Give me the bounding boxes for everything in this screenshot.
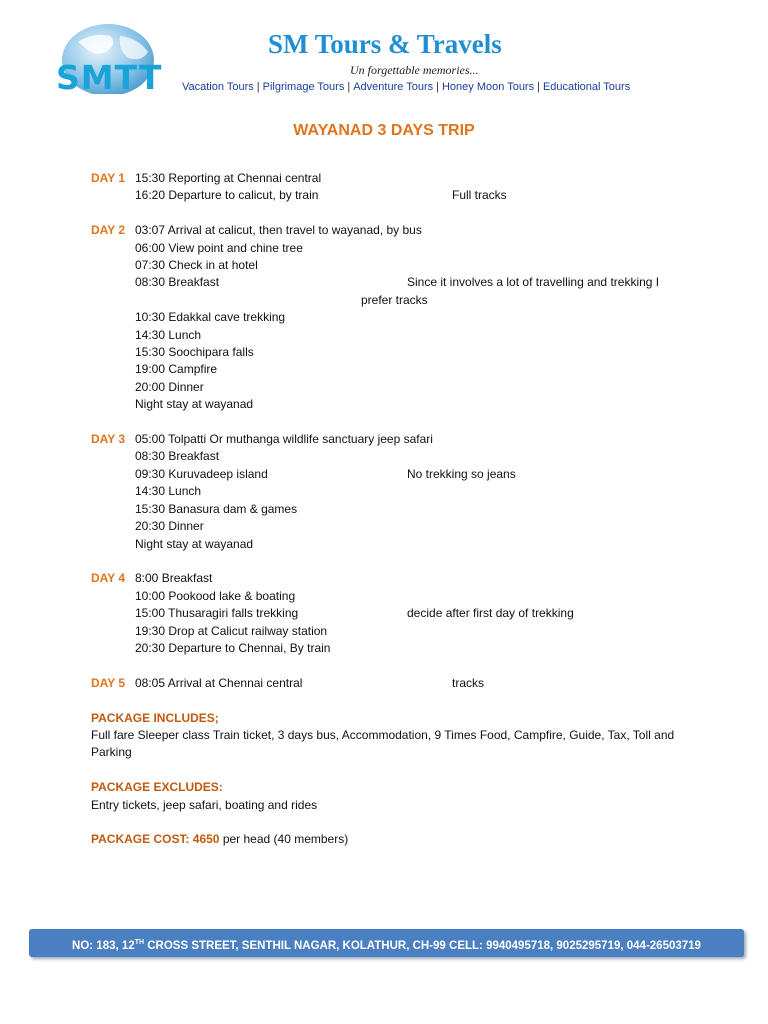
item-text: 10:00 Pookood lake & boating bbox=[135, 588, 296, 603]
itinerary-item bbox=[135, 379, 691, 396]
itinerary-item bbox=[135, 222, 691, 239]
separator: | bbox=[436, 81, 439, 93]
itinerary-item bbox=[135, 344, 691, 361]
package-excludes bbox=[91, 779, 691, 814]
itinerary-item bbox=[135, 466, 691, 483]
itinerary-item bbox=[135, 536, 691, 553]
package-cost-label: PACKAGE COST: 4650 bbox=[91, 832, 220, 847]
page-title: WAYANAD 3 DAYS TRIP bbox=[293, 122, 475, 139]
itinerary-item bbox=[135, 570, 691, 587]
package-cost bbox=[91, 831, 691, 848]
itinerary bbox=[91, 170, 691, 866]
package-excludes-text: Entry tickets, jeep safari, boating and rides bbox=[91, 797, 318, 812]
footer-address-part2: CROSS STREET, SENTHIL NAGAR, KOLATHUR, CH-99 CELL: 9940495718, 9025295719, 044-26503719 bbox=[144, 939, 701, 952]
item-note: Since it involves a lot of travelling and trekking I bbox=[407, 275, 660, 290]
itinerary-item bbox=[135, 309, 691, 326]
itinerary-item bbox=[135, 518, 691, 535]
itinerary-item bbox=[135, 448, 691, 465]
day-block bbox=[91, 170, 691, 205]
day-block bbox=[91, 431, 691, 553]
item-note-continuation bbox=[135, 292, 691, 309]
service-item: Vacation Tours bbox=[182, 81, 254, 93]
item-text: 14:30 Lunch bbox=[135, 327, 202, 342]
item-text: Night stay at wayanad bbox=[135, 397, 254, 412]
item-text: 06:00 View point and chine tree bbox=[135, 240, 303, 255]
service-item: Pilgrimage Tours bbox=[262, 81, 345, 93]
day-block bbox=[91, 675, 691, 692]
service-item: Educational Tours bbox=[542, 81, 631, 93]
day-block bbox=[91, 222, 691, 413]
item-text: 03:07 Arrival at calicut, then travel to wayanad, by bus bbox=[135, 223, 422, 238]
itinerary-item bbox=[135, 274, 691, 291]
package-cost-text: per head (40 members) bbox=[222, 832, 349, 847]
item-text: 10:30 Edakkal cave trekking bbox=[135, 310, 286, 325]
services-list bbox=[182, 81, 630, 93]
letterhead bbox=[0, 0, 768, 108]
item-note: No trekking so jeans bbox=[407, 466, 516, 481]
tagline: Un forgettable memories... bbox=[350, 63, 479, 77]
footer-address-bar bbox=[29, 929, 744, 957]
item-text: Night stay at wayanad bbox=[135, 536, 254, 551]
item-text: 20:00 Dinner bbox=[135, 379, 204, 394]
item-text: 15:30 Banasura dam & games bbox=[135, 501, 298, 516]
item-text: 15:30 Soochipara falls bbox=[135, 345, 254, 360]
itinerary-item bbox=[135, 640, 691, 657]
itinerary-item bbox=[135, 483, 691, 500]
footer-address-part1: NO: 183, 12 bbox=[72, 939, 135, 952]
itinerary-item bbox=[135, 240, 691, 257]
service-item: Honey Moon Tours bbox=[441, 81, 535, 93]
day-label: DAY 3 bbox=[91, 432, 126, 447]
item-text: 09:30 Kuruvadeep island bbox=[135, 466, 268, 481]
separator: | bbox=[537, 81, 540, 93]
item-text: 19:00 Campfire bbox=[135, 362, 218, 377]
itinerary-item bbox=[135, 501, 691, 518]
item-text: 8:00 Breakfast bbox=[135, 571, 213, 586]
itinerary-item bbox=[135, 588, 691, 605]
itinerary-item bbox=[135, 623, 691, 640]
separator: | bbox=[347, 81, 351, 93]
day-block bbox=[91, 570, 691, 657]
itinerary-item bbox=[135, 431, 691, 448]
itinerary-item bbox=[135, 396, 691, 413]
service-item: Adventure Tours bbox=[353, 81, 434, 93]
itinerary-item bbox=[135, 187, 691, 204]
itinerary-item bbox=[135, 361, 691, 378]
itinerary-item bbox=[135, 675, 691, 692]
logo-text: SMTT bbox=[56, 58, 163, 97]
item-text: 08:30 Breakfast bbox=[135, 275, 220, 290]
package-excludes-label: PACKAGE EXCLUDES: bbox=[91, 780, 223, 795]
item-text: 14:30 Lunch bbox=[135, 484, 202, 499]
item-text: 15:30 Reporting at Chennai central bbox=[135, 171, 322, 185]
item-text: 20:30 Dinner bbox=[135, 519, 204, 534]
item-text: 19:30 Drop at Calicut railway station bbox=[135, 623, 328, 638]
package-includes bbox=[91, 710, 691, 762]
day-label: DAY 1 bbox=[91, 171, 126, 185]
item-text: 05:00 Tolpatti Or muthanga wildlife sanctuary jeep safari bbox=[135, 432, 433, 447]
item-note: tracks bbox=[452, 675, 485, 690]
day-label: DAY 2 bbox=[91, 223, 126, 238]
item-text: 07:30 Check in at hotel bbox=[135, 258, 258, 273]
itinerary-item bbox=[135, 605, 691, 622]
package-includes-label: PACKAGE INCLUDES; bbox=[91, 710, 219, 725]
item-text: 20:30 Departure to Chennai, By train bbox=[135, 640, 331, 655]
item-text: 15:00 Thusaragiri falls trekking bbox=[135, 606, 299, 621]
item-text: 08:05 Arrival at Chennai central bbox=[135, 675, 303, 690]
day-label: DAY 4 bbox=[91, 571, 126, 586]
itinerary-item bbox=[135, 257, 691, 274]
brand-name: SM Tours & Travels bbox=[268, 29, 502, 59]
itinerary-item bbox=[135, 327, 691, 344]
item-note: decide after first day of trekking bbox=[407, 606, 574, 621]
item-note: Full tracks bbox=[452, 188, 507, 203]
day-label: DAY 5 bbox=[91, 675, 126, 690]
separator: | bbox=[256, 81, 260, 93]
item-note: prefer tracks bbox=[361, 292, 428, 307]
package-includes-text: Full fare Sleeper class Train ticket, 3 days bus, Accommodation, 9 Times Food, Campfire, Guide, Tax, Toll and Parking bbox=[91, 727, 675, 760]
item-text: 08:30 Breakfast bbox=[135, 449, 220, 464]
itinerary-item bbox=[135, 170, 691, 187]
item-text: 16:20 Departure to calicut, by train bbox=[135, 188, 319, 203]
footer-superscript: TH bbox=[134, 939, 145, 946]
